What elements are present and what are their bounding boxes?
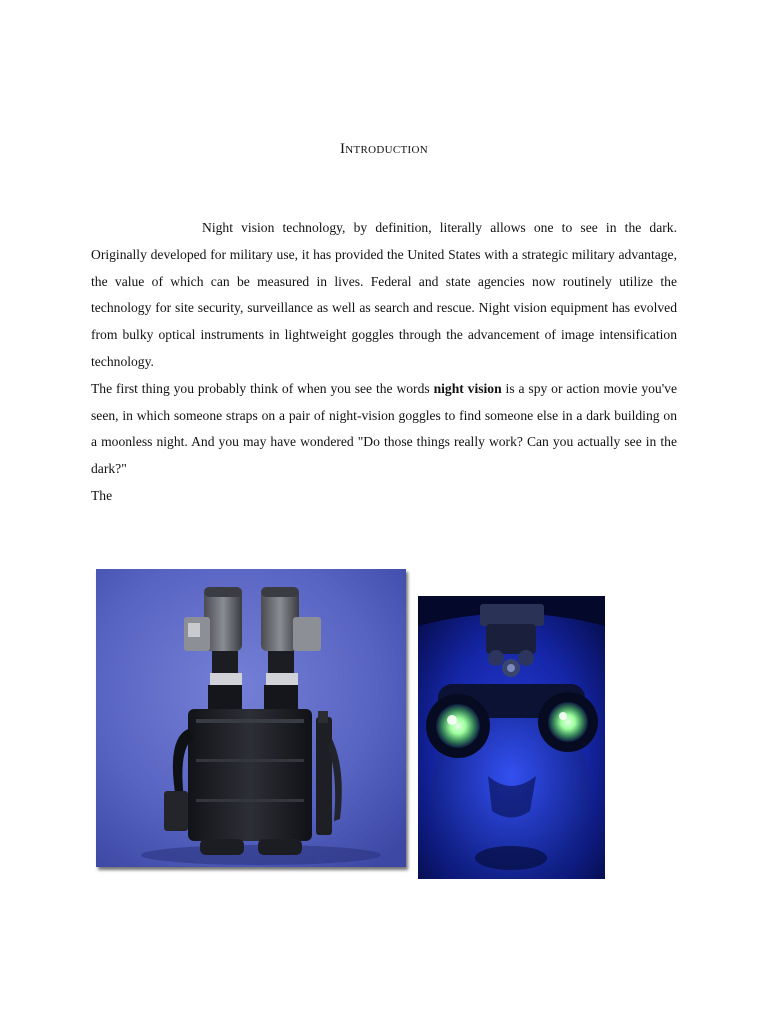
night-vision-device-photo xyxy=(96,569,406,867)
goggles-wearer-photo xyxy=(418,596,605,879)
page-title: Introduction xyxy=(339,141,429,158)
night-vision-device-illustration xyxy=(96,569,406,867)
paragraph-night-vision xyxy=(91,376,677,483)
night-vision-goggles-illustration xyxy=(418,596,605,879)
paragraph-intro: Night vision technology, by definition, literally allows one to see in the dark. Originally developed for military use, it has provided the United States with a strategic military advantage, the value of which can be measured in lives. Federal and state agencies now routinely utilize the technology for site security, surveillance as well as search and rescue. Night vision equipment has evolved from bulky optical instruments in lightweight goggles through the advancement of image intensification technology. xyxy=(91,220,677,369)
night-vision-term: night vision xyxy=(433,380,502,396)
paragraph-truncated: The xyxy=(91,487,113,503)
body-text xyxy=(91,215,677,510)
paragraph-text-start: The first thing you probably think of when you see the words xyxy=(91,380,434,396)
paragraph-text-end: is a spy or action movie you've seen, in which someone straps on a pair of night-vision goggles to find someone else in a dark building on a moonless night. And you may have wondered "Do those things really work? Can you actually see in the dark?" xyxy=(91,380,678,477)
